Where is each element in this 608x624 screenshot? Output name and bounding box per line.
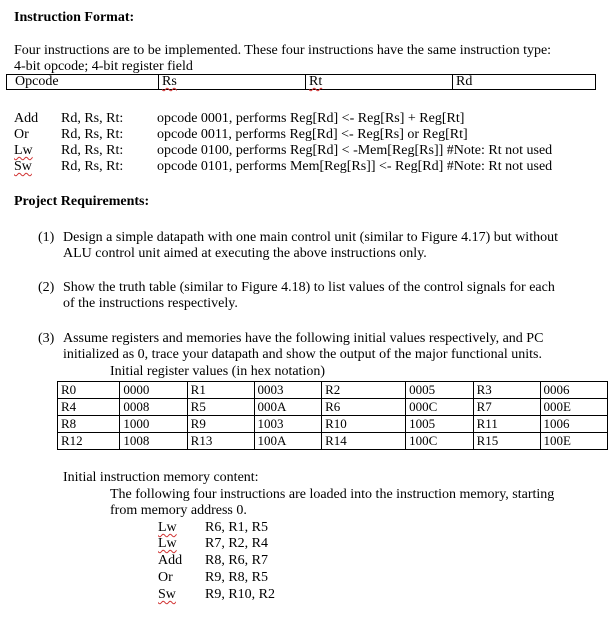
instr-name-add: Add <box>14 111 39 126</box>
program-args: R9, R10, R2 <box>205 587 276 602</box>
imem-line-1: The following four instructions are loaded into the instruction memory, starting <box>110 487 555 502</box>
register-value-cell: 000A <box>254 399 322 416</box>
register-value-cell: 0005 <box>406 382 474 399</box>
req-1-line-1: Design a simple datapath with one main control unit (similar to Figure 4.17) but without <box>63 230 558 245</box>
register-value-cell: 1008 <box>120 433 187 450</box>
program-op: Sw <box>158 587 176 602</box>
field-divider <box>305 75 306 89</box>
register-name-cell: R8 <box>58 416 120 433</box>
register-name-cell: R9 <box>187 416 254 433</box>
program-op: Or <box>158 570 173 585</box>
instruction-format-diagram <box>6 74 596 90</box>
instr-desc: opcode 0001, performs Reg[Rd] <- Reg[Rs] + Reg[Rt] <box>157 111 465 126</box>
program-op: Lw <box>158 536 177 551</box>
register-row <box>58 433 608 450</box>
program-args: R8, R6, R7 <box>205 553 269 568</box>
register-name-cell: R2 <box>322 382 406 399</box>
instr-operands: Rd, Rs, Rt: <box>61 159 124 174</box>
program-op: Add <box>158 553 183 568</box>
intro-line-2: 4-bit opcode; 4-bit register field <box>14 59 193 74</box>
instr-name-or: Or <box>14 127 29 142</box>
program-args: R7, R2, R4 <box>205 536 269 551</box>
program-args: R9, R8, R5 <box>205 570 269 585</box>
instr-desc: opcode 0101, performs Mem[Reg[Rs]] <- Reg[Rd] #Note: Rt not used <box>157 159 553 174</box>
register-name-cell: R4 <box>58 399 120 416</box>
field-divider <box>158 75 159 89</box>
req-2-line-2: of the instructions respectively. <box>63 296 238 311</box>
register-name-cell: R3 <box>473 382 540 399</box>
field-rd: Rd <box>456 74 473 89</box>
section-heading-instruction-format: Instruction Format: <box>14 10 135 25</box>
register-value-cell: 000C <box>406 399 474 416</box>
imem-line-2: from memory address 0. <box>110 503 247 518</box>
register-value-cell: 100C <box>406 433 474 450</box>
register-value-cell: 1005 <box>406 416 474 433</box>
register-name-cell: R12 <box>58 433 120 450</box>
field-opcode: Opcode <box>15 74 59 89</box>
register-name-cell: R0 <box>58 382 120 399</box>
register-value-cell: 0000 <box>120 382 187 399</box>
register-name-cell: R5 <box>187 399 254 416</box>
field-divider <box>452 75 453 89</box>
register-name-cell: R14 <box>322 433 406 450</box>
instr-operands: Rd, Rs, Rt: <box>61 143 124 158</box>
register-name-cell: R1 <box>187 382 254 399</box>
register-table-caption: Initial register values (in hex notation) <box>110 364 325 379</box>
req-number-3: (3) <box>38 331 55 346</box>
instr-name-lw: Lw <box>14 143 33 158</box>
register-value-cell: 000E <box>540 399 607 416</box>
register-row <box>58 382 608 399</box>
instr-desc: opcode 0100, performs Reg[Rd] < -Mem[Reg[Rs]] #Note: Rt not used <box>157 143 553 158</box>
register-name-cell: R11 <box>473 416 540 433</box>
instr-operands: Rd, Rs, Rt: <box>61 127 124 142</box>
req-3-line-1: Assume registers and memories have the following initial values respectively, and PC <box>63 331 544 346</box>
register-name-cell: R6 <box>322 399 406 416</box>
register-name-cell: R7 <box>473 399 540 416</box>
register-value-cell: 0006 <box>540 382 607 399</box>
intro-line-1: Four instructions are to be implemented. These four instructions have the same instruction type: <box>14 43 552 58</box>
register-value-cell: 100A <box>254 433 322 450</box>
req-number-1: (1) <box>38 230 55 245</box>
register-value-cell: 1000 <box>120 416 187 433</box>
register-name-cell: R10 <box>322 416 406 433</box>
imem-heading: Initial instruction memory content: <box>63 470 259 485</box>
req-3-line-2: initialized as 0, trace your datapath and show the output of the major functional units. <box>63 347 542 362</box>
program-op: Lw <box>158 520 177 535</box>
register-value-cell: 1006 <box>540 416 607 433</box>
register-value-cell: 100E <box>540 433 607 450</box>
instr-desc: opcode 0011, performs Reg[Rd] <- Reg[Rs] or Reg[Rt] <box>157 127 468 142</box>
register-value-cell: 0003 <box>254 382 322 399</box>
instr-name-sw: Sw <box>14 159 32 174</box>
register-values-table <box>57 381 608 450</box>
program-args: R6, R1, R5 <box>205 520 269 535</box>
register-row <box>58 399 608 416</box>
field-rt: Rt <box>309 74 323 89</box>
req-2-line-1: Show the truth table (similar to Figure 4.18) to list values of the control signals for each <box>63 280 555 295</box>
register-name-cell: R15 <box>473 433 540 450</box>
req-number-2: (2) <box>38 280 55 295</box>
register-row <box>58 416 608 433</box>
field-rs: Rs <box>162 74 177 89</box>
register-value-cell: 1003 <box>254 416 322 433</box>
register-value-cell: 0008 <box>120 399 187 416</box>
section-heading-project-requirements: Project Requirements: <box>14 194 150 209</box>
instr-operands: Rd, Rs, Rt: <box>61 111 124 126</box>
register-name-cell: R13 <box>187 433 254 450</box>
req-1-line-2: ALU control unit aimed at executing the above instructions only. <box>63 246 427 261</box>
